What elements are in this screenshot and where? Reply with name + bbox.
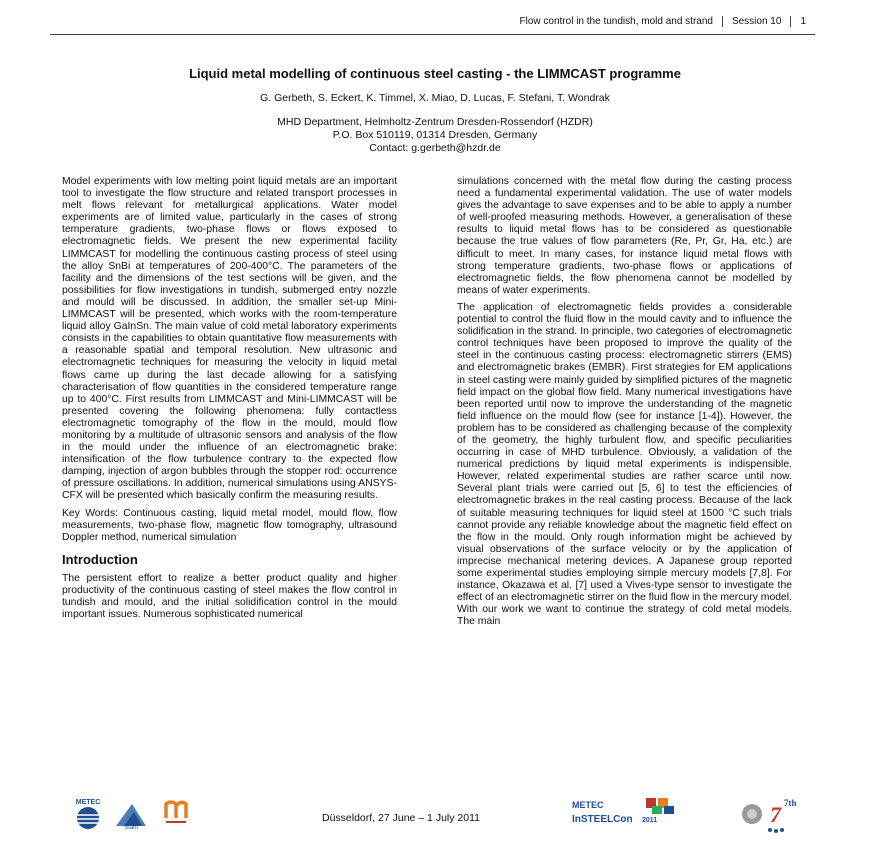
introduction-paragraph-2: The application of electromagnetic fields provides a considerable potential to control the fluid flow in the mould cavity and to influence the solidification in the strand. In principle, two categories of electromagnetic control techniques have been proposed to improve the quality of the steel in the continuous casting process: electromagnetic stirrers (EMS) and electromagnetic brakes (EMBR). First strategies for EM applications in steel casting were mainly guided by simplified pictures of the magnetic field impact on the global flow field. Many numerical investigations have been reported until now to improve the understanding of the magnetic field influence on the mould flow (see for instance [1-4]). However, the problem has to be considered as challenging because of the complexity of the geometry, the highly turbulent flow, and specific peculiarities occurring in case of MHD turbulence. Obviously, a validation of the numerical predictions by liquid metal experiments is indispensible. However, related experimental studies are rather scarce until now. Several plant trials were carried out [5, 6] to test the efficiencies of electromagnetic brakes in the real casting process. Because of the lack of suitable measuring techniques for liquid steel at 1500 °C such trials cannot provide any reliable knowledge about the magnetic field effect on the flow in the mould. Only rough information might be achieved by visual observations of the surface velocity or by the application of imprecise mechanical metering devices. A Japanese group reported some experimental studies employing simple mercury models [7,8]. For instance, Okazawa et al. [7] used a Vives-type sensor to investigate the effect of an electromagnetic stirrer on the fluid flow in the mercury model. With our work we want to continue the strategy of cold metal models. The main — [457, 301, 792, 628]
header-section: Flow control in the tundish, mold and strand — [519, 16, 713, 27]
seventh-logo-text: 7th — [784, 798, 797, 808]
left-column — [62, 176, 397, 626]
conference-date: Düsseldorf, 27 June – 1 July 2011 — [322, 812, 480, 824]
affiliation-contact: Contact: g.gerbeth@hzdr.de — [369, 142, 501, 154]
stahl-logo — [112, 800, 150, 835]
affiliation-line-2: P.O. Box 510119, 01314 Dresden, Germany — [332, 129, 538, 141]
insteelcon-logo — [570, 796, 690, 835]
metec-logo — [68, 796, 108, 835]
running-header — [50, 16, 815, 35]
right-column — [457, 176, 792, 633]
paper-title: Liquid metal modelling of continuous steel casting - the LIMMCAST programme — [189, 66, 681, 81]
abstract-paragraph: Model experiments with low melting point liquid metals are an important tool to investigate the flow structure and related transport processes in melt flows relevant for metallurgical applications. Water model experiments are of limited value, particularly in the cases of strong temperature gradients, two-phase flows or flows exposed to electromagnetic fields. We present the new experimental facility LIMMCAST for modelling the continuous casting process of steel using the alloy SnBi at temperatures of 200-400°C. The parameters of the facility and the dimensions of the test sections will be given, and the possibilities for flow investigations in tundish, submerged entry nozzle and mould will be discussed. In addition, the smaller set-up Mini-LIMMCAST will be presented, which works with the room-temperature liquid alloy GaInSn. The main value of cold metal laboratory experiments consists in the capabilities to obtain quantitative flow measurements with a reasonable spatial and temporal resolution. New ultrasonic and electromagnetic techniques for measuring the velocity in liquid metal flows came up during the last decade allowing for a satisfying characterisation of flow quantities in the considered temperature range up to 400°C. First results from LIMMCAST and Mini-LIMMCAST will be presented covering the following phenomena: fully contactless electromagnetic tomography of the flow in the mould, mould flow monitoring by a multitude of ultrasonic sensors and analysis of the flow in the mould under the influence of an electromagnetic brake: intensification of the flow turbulence contrary to the expected flow damping, injection of argon bubbles through the stopper rod: occurrence of pressure oscillations. In addition, numerical simulations using ANSYS-CFX will be presented which basically confirm the measuring results. — [62, 176, 397, 502]
svg-text:7: 7 — [770, 802, 781, 827]
page-footer — [0, 792, 870, 842]
introduction-paragraph-continued: simulations concerned with the metal flow during the casting process need a fundamental experimental validation. The use of water models gives the advantage to save expenses and to be able to apply a number of well-proofed measuring methods. However, a generalisation of these results to liquid metal flows has to be considered as questionable because the true values of flow parameters (Re, Pr, Gr, Ha, etc.) are difficult to meet. In many cases, for instance liquid metal flows with strong temperature gradients, two-phase flows or applications of electromagnetic fields, the flow phenomena cannot be modelled by means of water experiments. — [457, 176, 792, 296]
author-list: G. Gerbeth, S. Eckert, K. Timmel, X. Miao, D. Lucas, F. Stefani, T. Wondrak — [260, 92, 610, 104]
m-logo — [162, 796, 192, 833]
stahl-logo-text: Stahl — [124, 825, 138, 830]
insteelcon-year-text: 2011 — [642, 817, 658, 824]
keywords-paragraph: Key Words: Continuous casting, liquid metal model, mould flow, flow measurements, two-phase flow, magnetic flow tomography, ultrasound Doppler method, numerical simulation — [62, 507, 397, 543]
header-page-number: 1 — [790, 16, 815, 27]
header-session: Session 10 — [722, 16, 790, 27]
insteelcon-metec-text: METEC — [572, 800, 604, 810]
metec-logo-text: METEC — [75, 799, 101, 806]
affiliation — [0, 116, 870, 155]
introduction-heading: Introduction — [62, 551, 138, 567]
seventh-edition-logo — [740, 792, 802, 841]
insteelcon-text: InSTEELCon — [572, 814, 633, 825]
affiliation-line-1: MHD Department, Helmholtz-Zentrum Dresden-Rossendorf (HZDR) — [277, 116, 593, 128]
introduction-paragraph-1: The persistent effort to realize a better product quality and higher productivity of the continuous casting of steel makes the flow control in tundish and mould, and the initial solidification control in the mould important issues. Numerous sophisticated numerical — [62, 572, 397, 621]
